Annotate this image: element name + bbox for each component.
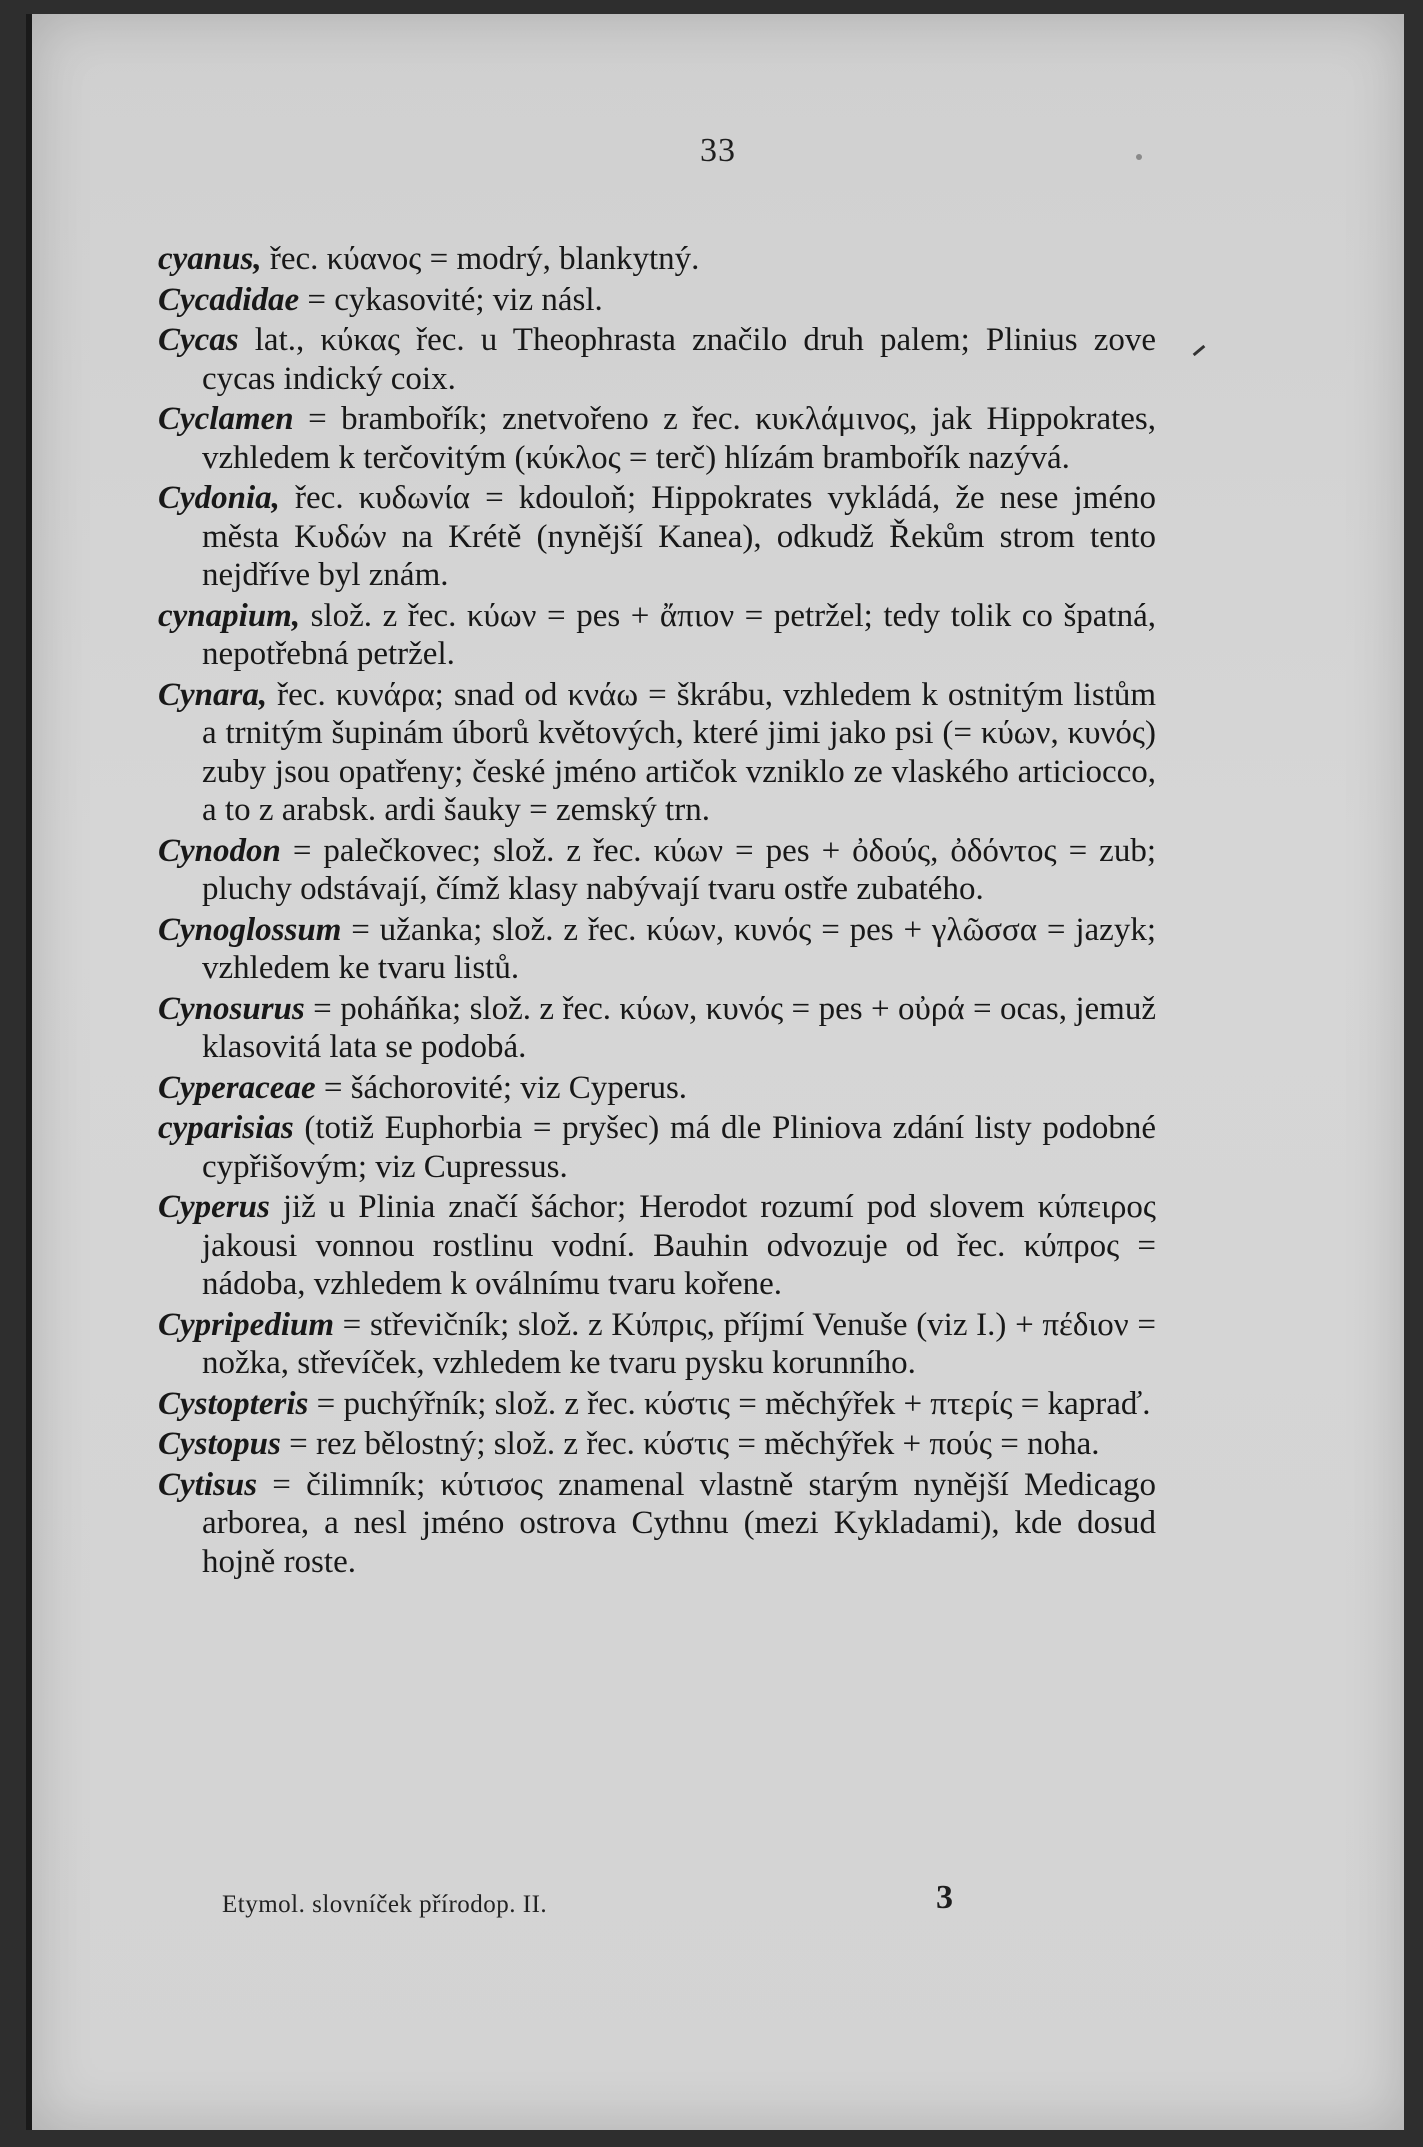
entry-text: = palečkovec; slož. z řec. κύων = pes + ὀδούς, ὀδόντος = zub; pluchy odstávají, čímž klasy nabývají tvaru ostře zubatého. bbox=[202, 832, 1156, 907]
entry-text: (totiž Euphorbia = pryšec) má dle Pliniova zdání listy podobné cypřišovým; viz Cupressus. bbox=[202, 1110, 1156, 1185]
entry-headword: Cynara, bbox=[158, 676, 268, 713]
signature-mark: 3 bbox=[936, 1879, 953, 1916]
entry-text: již u Plinia značí šáchor; Herodot rozumí pod slovem κύπειρος jakousi vonnou rostlinu vodní. Bauhin odvozuje od řec. κύπρος = nádoba, vzhledem k oválnímu tvaru kořene. bbox=[202, 1189, 1156, 1302]
entry-headword: cyparisias bbox=[158, 1110, 294, 1146]
entry-text: = užanka; slož. z řec. κύων, κυνός = pes + γλῶσσα = jazyk; vzhledem ke tvaru listů. bbox=[202, 911, 1156, 986]
entry bbox=[158, 1188, 1156, 1304]
page-number: 33 bbox=[700, 132, 736, 169]
entry-headword: Cyclamen bbox=[158, 401, 294, 437]
entry-headword: Cyperus bbox=[158, 1189, 270, 1225]
entry bbox=[158, 400, 1156, 477]
entry bbox=[158, 321, 1156, 398]
entry-headword: Cystopus bbox=[158, 1426, 281, 1462]
entry-headword: Cynosurus bbox=[158, 990, 305, 1027]
entry bbox=[158, 832, 1156, 909]
entry bbox=[158, 676, 1156, 830]
entry-text: = cykasovité; viz násl. bbox=[299, 281, 603, 318]
entry bbox=[158, 1109, 1156, 1186]
entry-headword: cyanus, bbox=[158, 241, 262, 277]
entry-text: = čilimník; κύτισος znamenal vlastně starým nynější Medicago arborea, a nesl jméno ostrova Cythnu (mezi Kykladami), kde dosud hojně roste. bbox=[202, 1466, 1156, 1580]
entry-headword: Cystopteris bbox=[158, 1385, 309, 1422]
entry-headword: cynapium, bbox=[158, 597, 301, 634]
entry bbox=[158, 240, 1156, 279]
entry bbox=[158, 479, 1156, 595]
entry-headword: Cycas bbox=[158, 322, 239, 358]
entry bbox=[158, 1306, 1156, 1383]
dictionary-entries bbox=[158, 240, 1156, 1583]
entry bbox=[158, 911, 1156, 988]
entry-text: řec. κυδωνία = kdouloň; Hippokrates vykládá, že nese jméno města Κυδών na Krétě (nynější Kanea), odkudž Řekům strom tento nejdříve byl znám. bbox=[202, 480, 1156, 593]
entry-headword: Cyperaceae bbox=[158, 1069, 316, 1106]
entry-text: = střevičník; slož. z Κύπρις, příjmí Venuše (viz I.) + πέδιον = nožka, střevíček, vzhledem ke tvaru pysku korunního. bbox=[202, 1306, 1156, 1381]
entry-text: = poháňka; slož. z řec. κύων, κυνός = pes + οὐρά = ocas, jemuž klasovitá lata se podobá. bbox=[202, 990, 1156, 1065]
entry-headword: Cypripedium bbox=[158, 1306, 335, 1343]
entry bbox=[158, 281, 1156, 320]
entry bbox=[158, 1069, 1156, 1108]
entry bbox=[158, 1466, 1156, 1582]
book-page bbox=[26, 14, 1404, 2130]
footer-book-title: Etymol. slovníček přírodop. II. bbox=[222, 1891, 548, 1918]
margin-mark bbox=[1193, 345, 1206, 356]
entry bbox=[158, 990, 1156, 1067]
entry bbox=[158, 1425, 1156, 1464]
entry-headword: Cycadidae bbox=[158, 281, 300, 318]
entry-text: řec. κυνάρα; snad od κνάω = škrábu, vzhledem k ostnitým listům a trnitým šupinám úborů květových, které jimi jako psi (= κύων, κυνός) zuby jsou opatřeny; české jméno artičok vzniklo ze vlaského articiocco, a to z arabsk. ardi šauky = zemský trn. bbox=[202, 676, 1156, 828]
entry-headword: Cynodon bbox=[158, 832, 281, 869]
entry-text: = brambořík; znetvořeno z řec. κυκλάμινος, jak Hippokrates, vzhledem k terčovitým (κύκλος = terč) hlízám brambořík nazývá. bbox=[202, 401, 1156, 476]
entry-text: řec. κύανος = modrý, blankytný. bbox=[261, 241, 700, 277]
entry-headword: Cytisus bbox=[158, 1466, 258, 1503]
entry-text: = rez bělostný; slož. z řec. κύστις = měchýřek + πούς = noha. bbox=[280, 1426, 1100, 1462]
entry-text: = šáchorovité; viz Cyperus. bbox=[315, 1069, 688, 1106]
page-footer bbox=[32, 1879, 1404, 1929]
entry bbox=[158, 597, 1156, 674]
entry bbox=[158, 1385, 1156, 1424]
entry-text: slož. z řec. κύων = pes + ἄπιον = petržel; tedy tolik co špatná, nepotřebná petržel. bbox=[202, 597, 1156, 672]
entry-headword: Cynoglossum bbox=[158, 911, 342, 948]
entry-text: lat., κύκας řec. u Theophrasta značilo druh palem; Plinius zove cycas indický coix. bbox=[202, 322, 1156, 397]
entry-text: = puchýřník; slož. z řec. κύστις = měchýřek + πτερίς = kapraď. bbox=[308, 1385, 1151, 1422]
entry-headword: Cydonia, bbox=[158, 480, 280, 516]
